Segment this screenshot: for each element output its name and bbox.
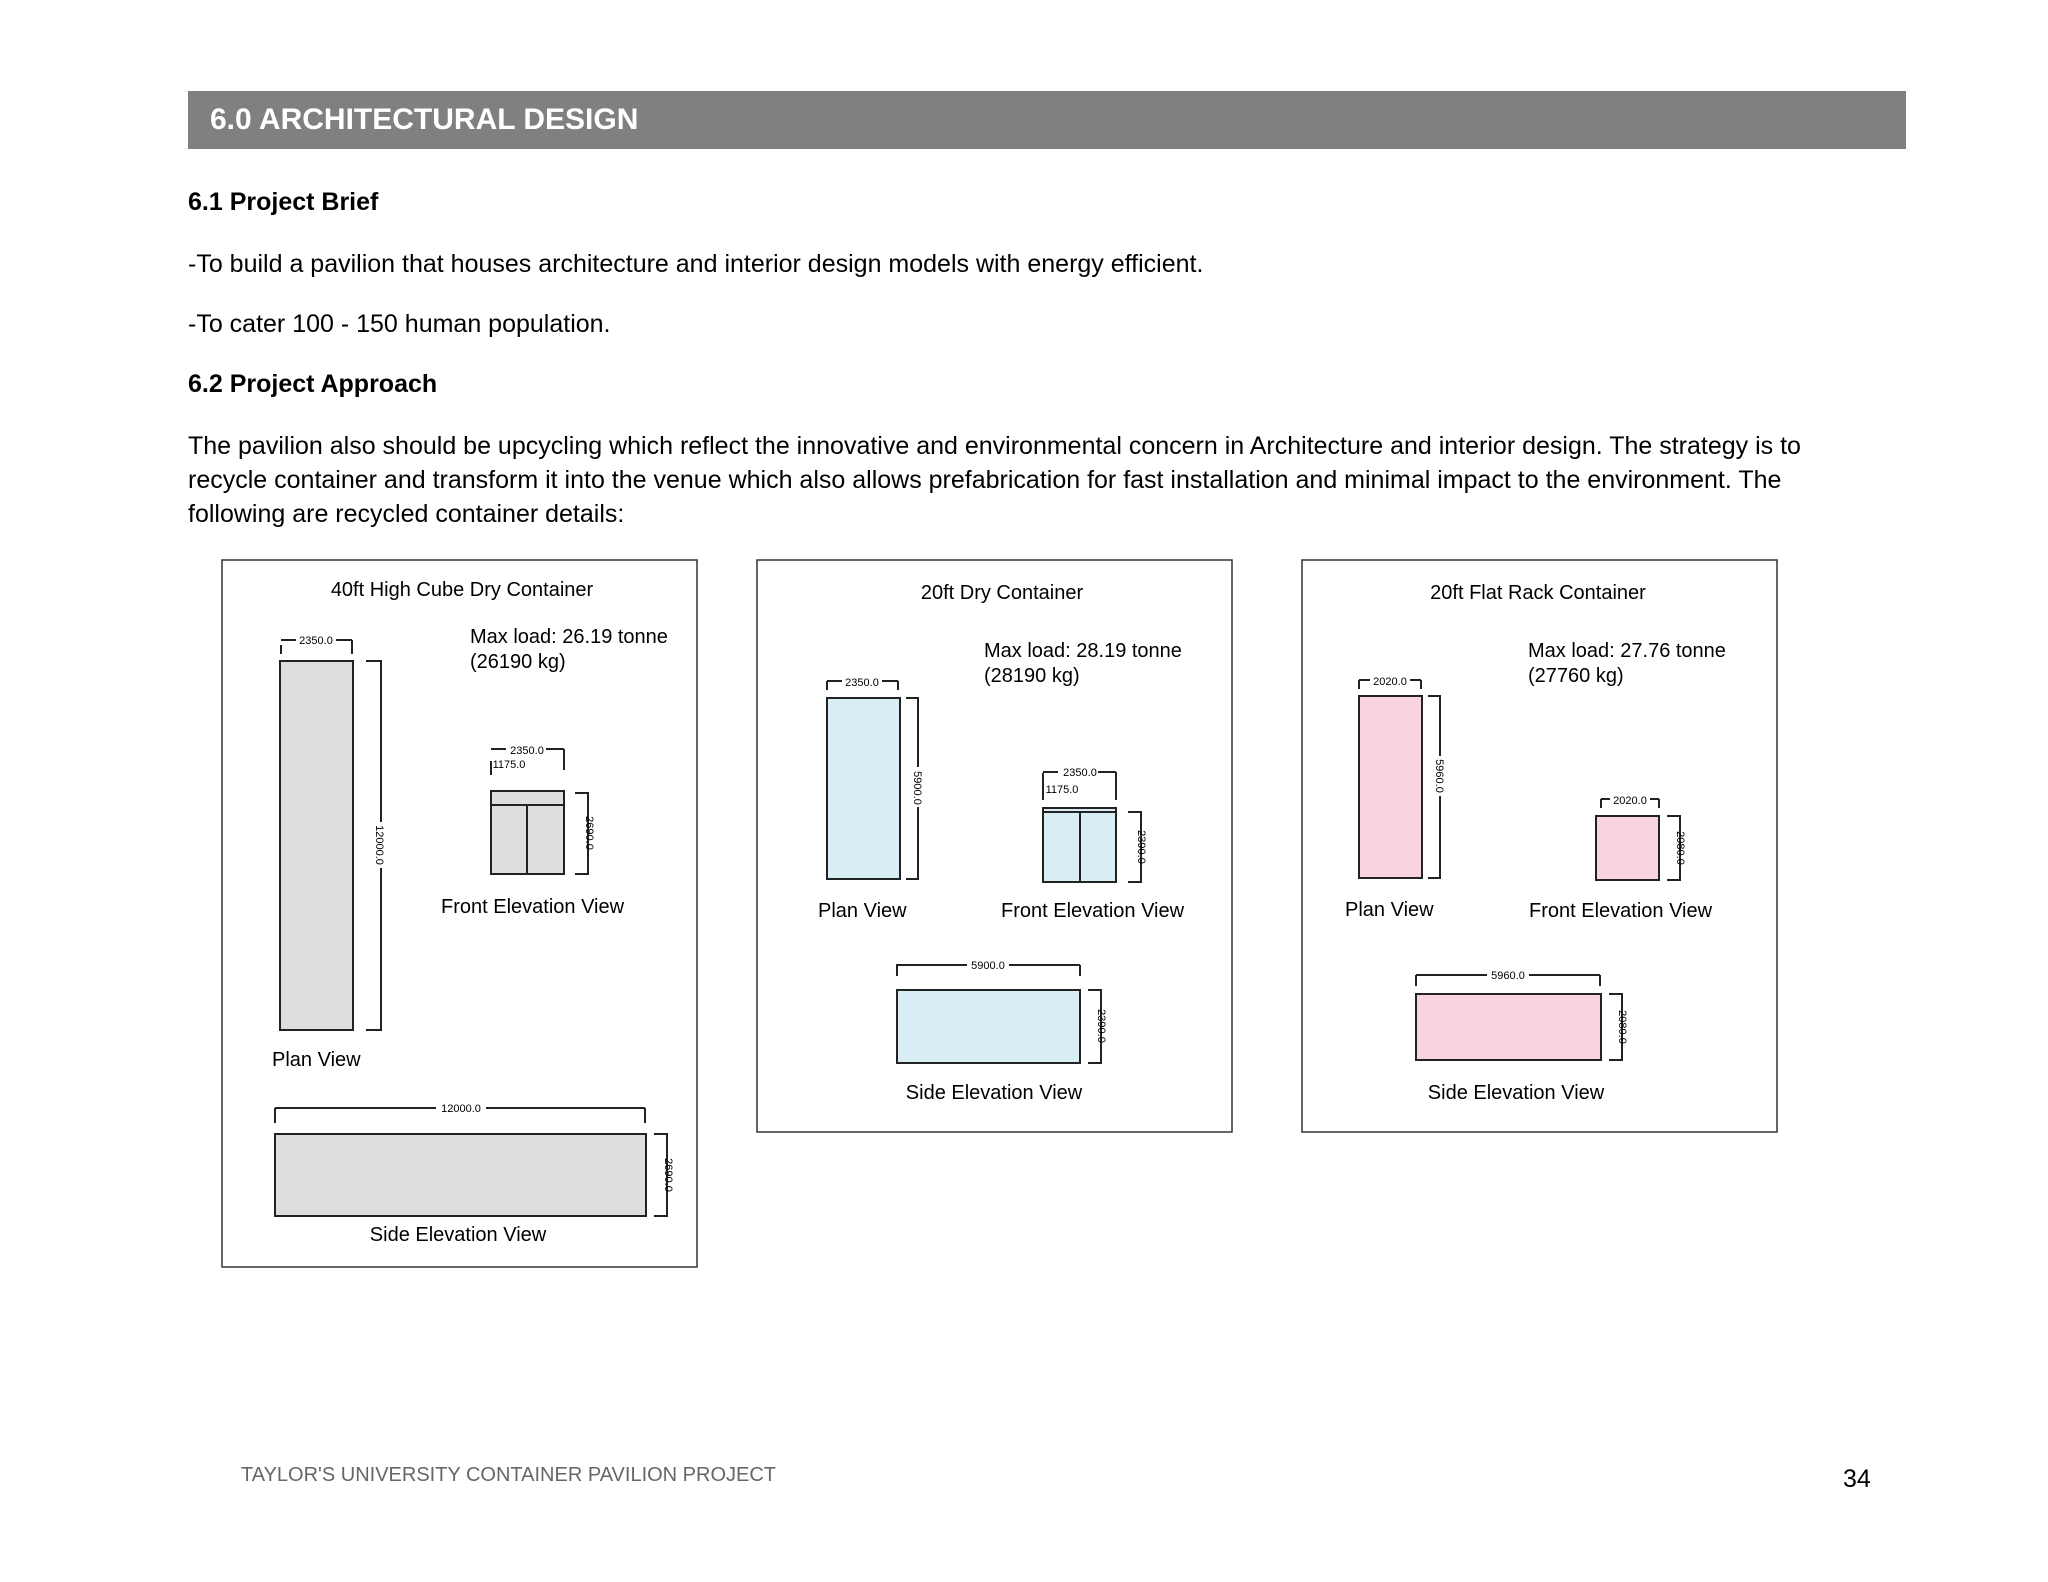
front-elevation-label: Front Elevation View: [1529, 900, 1713, 922]
page-number: 34: [1843, 1465, 1871, 1493]
dimension-label: 2390.0: [1135, 830, 1147, 864]
dimension-label: 1175.0: [492, 759, 526, 771]
max-load: Max load: 27.76 tonne: [1528, 640, 1726, 662]
brief-item-1: -To build a pavilion that houses architecture and interior design models with energy efficient.: [188, 250, 1204, 278]
side-elevation-label: Side Elevation View: [369, 1224, 547, 1246]
plan-view-label: Plan View: [1345, 899, 1434, 921]
dimension-label: 5900.0: [911, 771, 923, 805]
side-elevation-label: Side Elevation View: [905, 1082, 1083, 1104]
dimension-label: 5960.0: [1491, 970, 1525, 982]
approach-line: following are recycled container details:: [188, 500, 625, 528]
brief-heading: 6.1 Project Brief: [188, 188, 379, 216]
front-elevation-label: Front Elevation View: [441, 896, 625, 918]
plan-view-rect: [827, 698, 900, 879]
dimension-label: 2690.0: [583, 816, 595, 850]
container-panel-40ft: [222, 560, 697, 1267]
container-title: 40ft High Cube Dry Container: [330, 579, 594, 601]
dimension-label: 5900.0: [971, 960, 1005, 972]
dimension-label: 2080.0: [1674, 831, 1686, 865]
brief-item-2: -To cater 100 - 150 human population.: [188, 310, 611, 338]
dimension-label: 5960.0: [1433, 759, 1445, 793]
dimension-label: 2020.0: [1373, 676, 1407, 688]
front-elevation-rect: [1596, 816, 1659, 880]
dimension-label: 2390.0: [1095, 1009, 1107, 1043]
dimension-label: 2350.0: [299, 635, 333, 647]
approach-line: recycle container and transform it into the venue which also allows prefabrication for fast installation and minimal impact to the environment. The: [188, 466, 1782, 494]
side-elevation-rect: [1416, 994, 1601, 1060]
max-load-kg: (28190 kg): [984, 665, 1080, 687]
plan-view-label: Plan View: [818, 900, 907, 922]
section-title: 6.0 ARCHITECTURAL DESIGN: [210, 103, 639, 136]
dimension-label: 2350.0: [845, 677, 879, 689]
dimension-label: 2020.0: [1613, 795, 1647, 807]
dimension-label: 12000.0: [441, 1103, 481, 1115]
side-elevation-label: Side Elevation View: [1427, 1082, 1605, 1104]
max-load: Max load: 26.19 tonne: [470, 626, 668, 648]
footer-text: TAYLOR'S UNIVERSITY CONTAINER PAVILION PROJECT: [241, 1464, 777, 1486]
container-title: 20ft Dry Container: [920, 582, 1084, 604]
side-elevation-rect: [897, 990, 1080, 1063]
dimension-label: 2690.0: [662, 1158, 674, 1192]
dimension-label: 12000.0: [373, 825, 385, 865]
container-panel-20ft-dry: [757, 560, 1232, 1132]
approach-heading: 6.2 Project Approach: [188, 370, 438, 398]
plan-view-rect: [280, 661, 353, 1030]
container-title: 20ft Flat Rack Container: [1430, 582, 1646, 604]
max-load: Max load: 28.19 tonne: [984, 640, 1182, 662]
max-load-kg: (27760 kg): [1528, 665, 1624, 687]
dimension-label: 2080.0: [1616, 1010, 1628, 1044]
side-elevation-rect: [275, 1134, 646, 1216]
plan-view-rect: [1359, 696, 1422, 878]
dimension-label: 2350.0: [510, 745, 544, 757]
dimension-label: 1175.0: [1045, 784, 1079, 796]
max-load-kg: (26190 kg): [470, 651, 566, 673]
approach-line: The pavilion also should be upcycling which reflect the innovative and environmental concern in Architecture and interior design. The strategy is to: [188, 432, 1801, 460]
plan-view-label: Plan View: [272, 1049, 361, 1071]
container-panel-20ft-flat-rack: [1302, 560, 1777, 1132]
dimension-label: 2350.0: [1063, 767, 1097, 779]
front-elevation-label: Front Elevation View: [1001, 900, 1185, 922]
